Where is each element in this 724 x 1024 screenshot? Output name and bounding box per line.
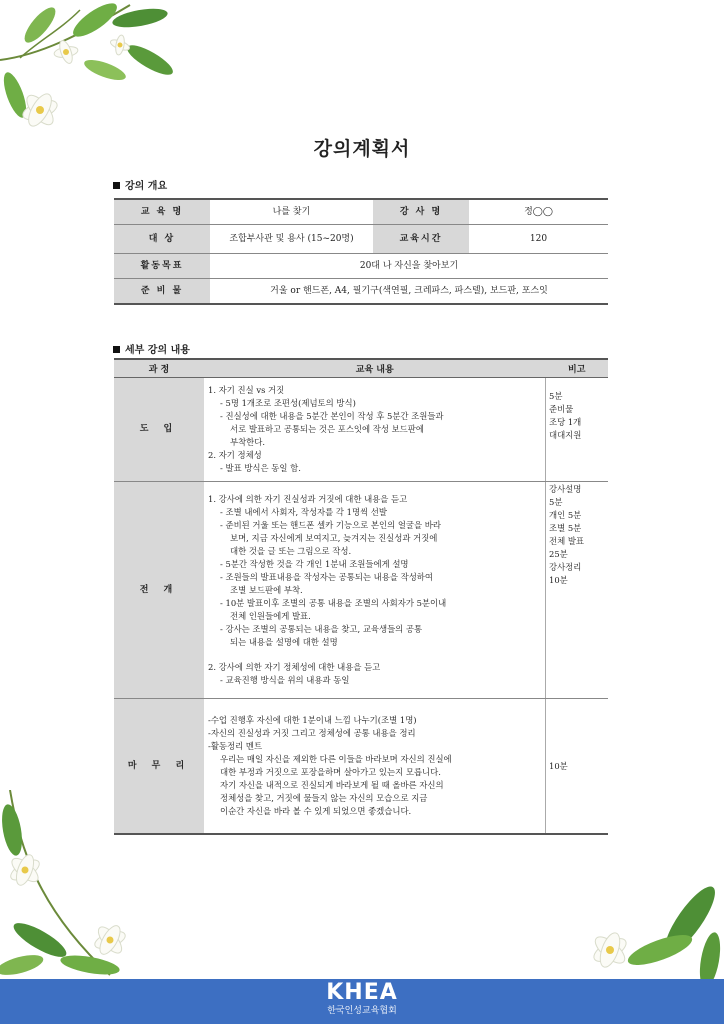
content-line: 부착한다. xyxy=(230,437,266,447)
content-line: - 5분간 작성한 것을 각 개인 1분내 조원들에게 설명 xyxy=(220,559,409,569)
note-line: 개인 5분 xyxy=(549,510,582,520)
note-line: 5분 xyxy=(549,497,563,507)
content-line: 전체 인원들에게 발표. xyxy=(230,611,311,621)
overview-value: 120 xyxy=(469,225,608,254)
square-bullet-icon xyxy=(113,182,120,189)
section-content xyxy=(204,378,546,482)
header-note: 비고 xyxy=(546,359,609,378)
note-line: 조별 5분 xyxy=(549,523,582,533)
footer-bar xyxy=(0,979,724,1024)
overview-value: 20대 나 자신을 찾아보기 xyxy=(210,254,608,279)
overview-value: 조합부사관 및 용사 (15~20명) xyxy=(210,225,373,254)
detail-header-row xyxy=(114,359,608,378)
header-stage: 과 정 xyxy=(114,359,204,378)
overview-section-heading xyxy=(113,177,167,192)
overview-value: 나를 찾기 xyxy=(210,199,373,225)
overview-heading-text: 강의 개요 xyxy=(125,181,168,192)
overview-label: 활동목표 xyxy=(114,254,210,279)
overview-value: 정◯◯ xyxy=(469,199,608,225)
detail-row-development xyxy=(114,482,608,699)
content-line: - 조원들의 발표내용을 작성자는 공통되는 내용을 작성하여 xyxy=(220,572,433,582)
content-line: 대한 것을 글 또는 그림으로 작성. xyxy=(230,546,352,556)
overview-label: 교육시간 xyxy=(373,225,469,254)
detail-row-intro xyxy=(114,378,608,482)
content-line: 자기 자신을 내적으로 진실되게 바라보게 될 때 올바른 자신의 xyxy=(220,780,444,790)
stage-label: 전 개 xyxy=(114,482,204,699)
content-line: - 준비된 거울 또는 핸드폰 셀카 기능으로 본인의 얼굴을 바라 xyxy=(220,520,441,530)
overview-row xyxy=(114,199,608,225)
content-line: 1. 자기 진실 vs 거짓 xyxy=(208,385,285,395)
khea-logo: KHEA xyxy=(326,980,398,1005)
section-content xyxy=(204,699,546,835)
overview-label: 대 상 xyxy=(114,225,210,254)
content-line: 우리는 매일 자신을 제외한 다른 이들을 바라보며 자신의 진실에 xyxy=(220,754,452,764)
overview-table xyxy=(114,198,608,305)
floral-decoration-top-left xyxy=(0,0,190,190)
content-line: 2. 강사에 의한 자기 정체성에 대한 내용을 듣고 xyxy=(208,662,381,672)
content-line: - 발표 방식은 동일 함. xyxy=(220,463,301,473)
content-line: 보며, 지금 자신에게 보여지고, 늦겨지는 진실성과 거짓에 xyxy=(230,533,438,543)
detail-section-heading xyxy=(113,341,190,356)
overview-row xyxy=(114,279,608,305)
section-content xyxy=(204,482,546,699)
content-line: 서로 발표하고 공통되는 것은 포스잇에 작성 보드판에 xyxy=(230,424,424,434)
overview-label: 강 사 명 xyxy=(373,199,469,225)
floral-decoration-bottom-right xyxy=(540,850,724,980)
content-line: 2. 자기 정체성 xyxy=(208,450,262,460)
content-line: -자신의 진실성과 거짓 그리고 정체성에 공통 내용을 정리 xyxy=(208,728,416,738)
overview-value: 거울 or 핸드폰, A4, 필기구(색연필, 크레파스, 파스텔), 보드판, 포스잇 xyxy=(210,279,608,305)
overview-label: 준 비 물 xyxy=(114,279,210,305)
note-line: 10분 xyxy=(549,760,568,771)
content-spacer xyxy=(208,649,541,661)
stage-label: 마 무 리 xyxy=(114,699,204,835)
overview-label: 교 육 명 xyxy=(114,199,210,225)
header-content: 교육 내용 xyxy=(204,359,546,378)
content-line: - 조별 내에서 사회자, 작성자를 각 1명씩 선발 xyxy=(220,507,387,517)
stage-label: 도 입 xyxy=(114,378,204,482)
section-note xyxy=(546,699,609,835)
overview-row xyxy=(114,225,608,254)
content-line: 이순간 자신을 바라 볼 수 있게 되었으면 좋겠습니다. xyxy=(220,806,412,816)
content-line: - 교육진행 방식을 위의 내용과 동일 xyxy=(220,675,350,685)
note-line: 대대지원 xyxy=(549,430,582,440)
content-line: -수업 진행후 자신에 대한 1분이내 느낌 나누기(조별 1명) xyxy=(208,715,417,725)
note-line: 5분 xyxy=(549,391,563,401)
section-note xyxy=(546,378,609,482)
note-line: 전체 발표 xyxy=(549,536,585,546)
content-line: 1. 강사에 의한 자기 진실성과 거짓에 대한 내용을 듣고 xyxy=(208,494,408,504)
note-line: 10분 xyxy=(549,575,568,585)
content-line: 대한 부정과 거짓으로 포장을하며 살아가고 있는지 모릅니다. xyxy=(220,767,441,777)
content-line: - 강사는 조별의 공통되는 내용을 찾고, 교육생들의 공통 xyxy=(220,624,423,634)
note-line: 25분 xyxy=(549,549,568,559)
detail-heading-text: 세부 강의 내용 xyxy=(125,345,190,356)
detail-table xyxy=(114,358,608,835)
square-bullet-icon xyxy=(113,346,120,353)
footer-org-name: 한국인성교육협회 xyxy=(327,1006,397,1016)
content-line: - 진실성에 대한 내용을 5분간 본인이 작성 후 5분간 조원들과 xyxy=(220,411,444,421)
document-title: 강의계획서 xyxy=(313,138,411,160)
content-line: - 5명 1개조로 조편성(제넘토의 방식) xyxy=(220,398,356,408)
content-line: - 10분 발표이후 조별의 공통 내용을 조별의 사회자가 5분이내 xyxy=(220,598,447,608)
note-line: 준비물 xyxy=(549,404,574,414)
section-note xyxy=(546,482,609,699)
content-line: 되는 내용을 설명에 대한 설명 xyxy=(230,637,338,647)
content-line: 정체성을 찾고, 거짓에 물들지 않는 자신의 모습으로 지금 xyxy=(220,793,428,803)
note-line: 강사설명 xyxy=(549,484,582,494)
content-line: -활동정리 멘트 xyxy=(208,741,263,751)
note-line: 강사정리 xyxy=(549,562,582,572)
content-line: 조별 보드판에 부착. xyxy=(230,585,303,595)
overview-row xyxy=(114,254,608,279)
note-line: 조당 1개 xyxy=(549,417,582,427)
detail-row-wrapup xyxy=(114,699,608,835)
